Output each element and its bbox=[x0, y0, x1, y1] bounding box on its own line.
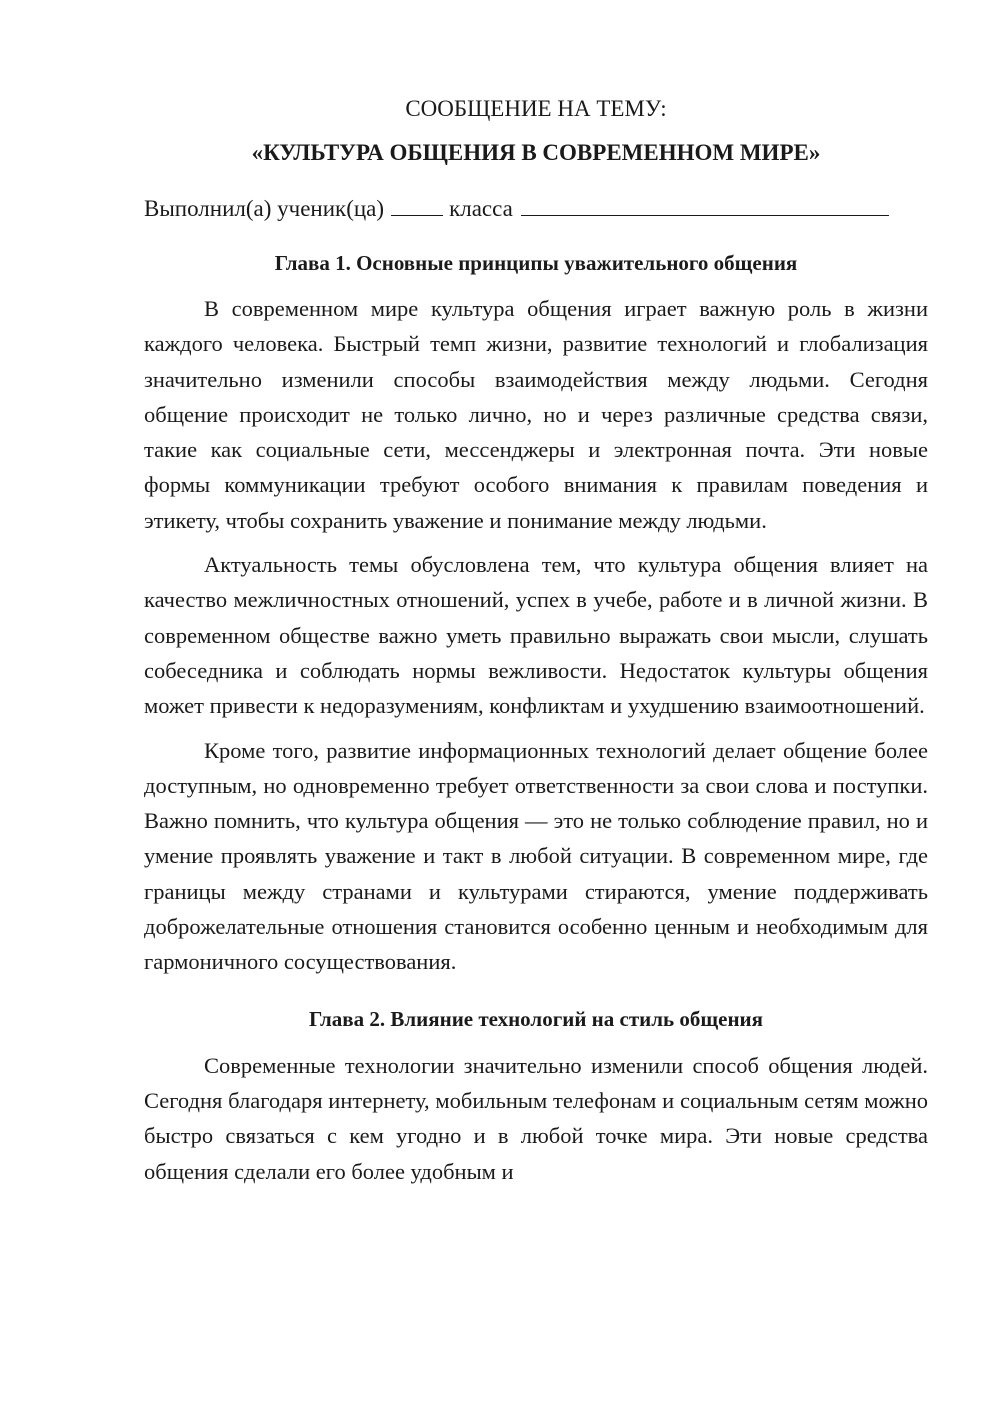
document-subtitle: СООБЩЕНИЕ НА ТЕМУ: bbox=[405, 96, 667, 121]
document-title: «КУЛЬТУРА ОБЩЕНИЯ В СОВРЕМЕННОМ МИРЕ» bbox=[251, 140, 821, 165]
class-label: класса bbox=[449, 196, 513, 221]
chapter-2-heading: Глава 2. Влияние технологий на стиль общения bbox=[308, 1006, 764, 1031]
document-page bbox=[144, 92, 928, 1189]
author-line bbox=[144, 192, 928, 226]
chapter-1-paragraph-3: Кроме того, развитие информационных технологий делает общение более доступным, но одновременно требует ответственности за свои слова и поступки. Важно помнить, что культура общения — это не только соблюдение правил, но и умение проявлять уважение и такт в любой ситуации. В современном мире, где границы между странами и культурами стираются, умение поддерживать доброжелательные отношения становится особенно ценным и необходимым для гармоничного сосуществования. bbox=[144, 737, 928, 975]
name-blank bbox=[521, 193, 889, 216]
author-label: Выполнил(а) ученик(ца) bbox=[144, 196, 385, 221]
grade-blank bbox=[391, 193, 443, 216]
chapter-1-paragraph-2: Актуальность темы обусловлена тем, что культура общения влияет на качество межличностных отношений, успех в учебе, работе и в личной жизни. В современном обществе важно уметь правильно выражать свои мысли, слушать собеседника и соблюдать нормы вежливости. Недостаток культуры общения может привести к недоразумениям, конфликтам и ухудшению взаимоотношений. bbox=[144, 552, 928, 719]
chapter-2-paragraph-1: Современные технологии значительно изменили способ общения людей. Сегодня благодаря интернету, мобильным телефонам и социальным сетям можно быстро связаться с кем угодно и в любой точке мира. Эти новые средства общения сделали его более удобным и bbox=[144, 1052, 928, 1184]
chapter-1-heading: Глава 1. Основные принципы уважительного общения bbox=[274, 251, 798, 275]
chapter-1-paragraph-1: В современном мире культура общения играет важную роль в жизни каждого человека. Быстрый темп жизни, развитие технологий и глобализация значительно изменили способы взаимодействия между людьми. Сегодня общение происходит не только лично, но и через различные средства связи, такие как социальные сети, мессенджеры и электронная почта. Эти новые формы коммуникации требуют особого внимания к правилам поведения и этикету, чтобы сохранить уважение и понимание между людьми. bbox=[144, 296, 928, 533]
